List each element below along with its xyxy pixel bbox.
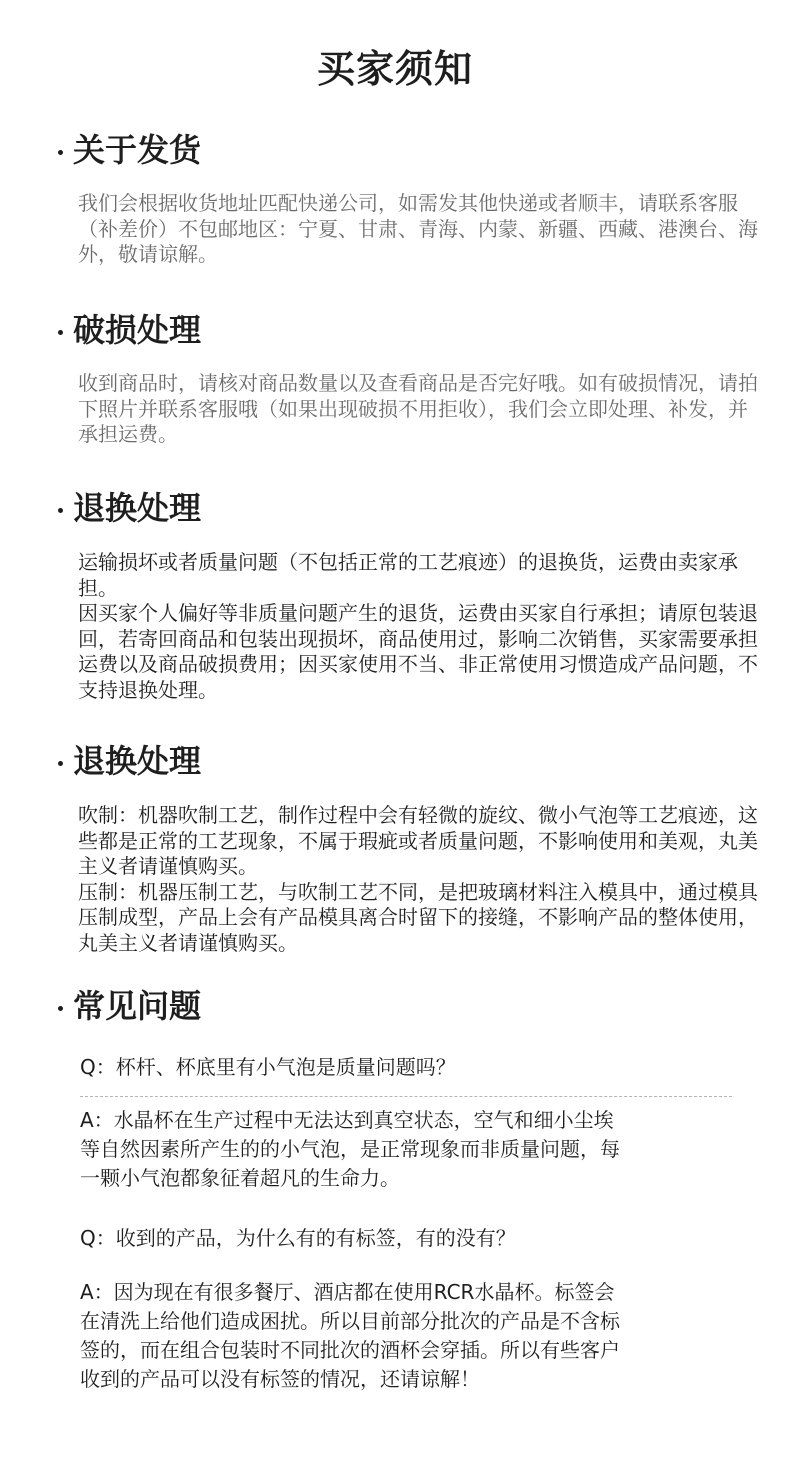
faq-answer-line: A：水晶杯在生产过程中无法达到真空状态，空气和细小尘埃 (80, 1108, 614, 1132)
section-heading (58, 984, 201, 1028)
section-heading (58, 308, 201, 352)
page-title: 买家须知 (316, 47, 473, 91)
faq-answer-line: 一颗小气泡都象征着超凡的生命力。 (80, 1166, 400, 1190)
paragraph: 吹制：机器吹制工艺，制作过程中会有轻微的旋纹、微小气泡等工艺痕迹，这些都是正常的工艺现象，不属于瑕疵或者质量问题，不影响使用和美观，丸美主义者请谨慎购买。 (78, 803, 758, 878)
faq-question: Q：杯杆、杯底里有小气泡是质量问题吗？ (80, 1055, 456, 1079)
section-heading-text: 破损处理 (73, 311, 202, 349)
section-heading-text: 退换处理 (73, 742, 202, 780)
faq-answer-line: 收到的产品可以没有标签的情况，还请谅解！ (80, 1367, 480, 1391)
section-heading (58, 486, 201, 530)
faq-answer-line: 等自然因素所产生的的小气泡，是正常现象而非质量问题，每 (80, 1137, 620, 1161)
section-heading-text: 常见问题 (73, 987, 202, 1025)
section-heading (58, 739, 201, 783)
paragraph: 压制：机器压制工艺，与吹制工艺不同，是把玻璃材料注入模具中，通过模具压制成型，产品上会有产品模具离合时留下的接缝，不影响产品的整体使用，丸美主义者请谨慎购买。 (78, 879, 758, 955)
faq-divider (80, 1096, 732, 1097)
bullet-dot-icon (58, 330, 63, 335)
faq-question: Q：收到的产品，为什么有的有标签，有的没有？ (80, 1226, 516, 1250)
bullet-dot-icon (58, 1006, 63, 1011)
paragraph: 因买家个人偏好等非质量问题产生的退货，运费由买家自行承担；请原包装退回，若寄回商品和包装出现损坏，商品使用过，影响二次销售，买家需要承担运费以及商品破损费用；因买家使用不当、非正常使用习惯造成产品问题，不支持退换处理。 (78, 601, 758, 702)
faq-answer-line: 签的，而在组合包装时不同批次的酒杯会穿插。所以有些客户 (80, 1338, 620, 1362)
section-heading-text: 关于发货 (73, 131, 202, 169)
bullet-dot-icon (58, 508, 63, 513)
paragraph: 收到商品时，请核对商品数量以及查看商品是否完好哦。如有破损情况，请拍下照片并联系客服哦（如果出现破损不用拒收），我们会立即处理、补发，并承担运费。 (78, 371, 758, 446)
section-heading-text: 退换处理 (73, 489, 202, 527)
faq-answer-line: 在清洗上给他们造成困扰。所以目前部分批次的产品是不含标 (80, 1309, 620, 1333)
bullet-dot-icon (58, 150, 63, 155)
section-body (78, 803, 758, 956)
section-heading (58, 128, 201, 172)
bullet-dot-icon (58, 761, 63, 766)
paragraph: 我们会根据收货地址匹配快递公司，如需发其他快递或者顺丰，请联系客服（补差价）不包邮地区：宁夏、甘肃、青海、内蒙、新疆、西藏、港澳台、海外，敬请谅解。 (78, 191, 758, 266)
paragraph: 运输损坏或者质量问题（不包括正常的工艺痕迹）的退换货，运费由卖家承担。 (78, 550, 738, 600)
section-body (78, 550, 758, 703)
section-body (78, 371, 758, 448)
faq-answer-line: A：因为现在有很多餐厅、酒店都在使用RCR水晶杯。标签会 (80, 1280, 615, 1304)
section-body (78, 191, 758, 268)
